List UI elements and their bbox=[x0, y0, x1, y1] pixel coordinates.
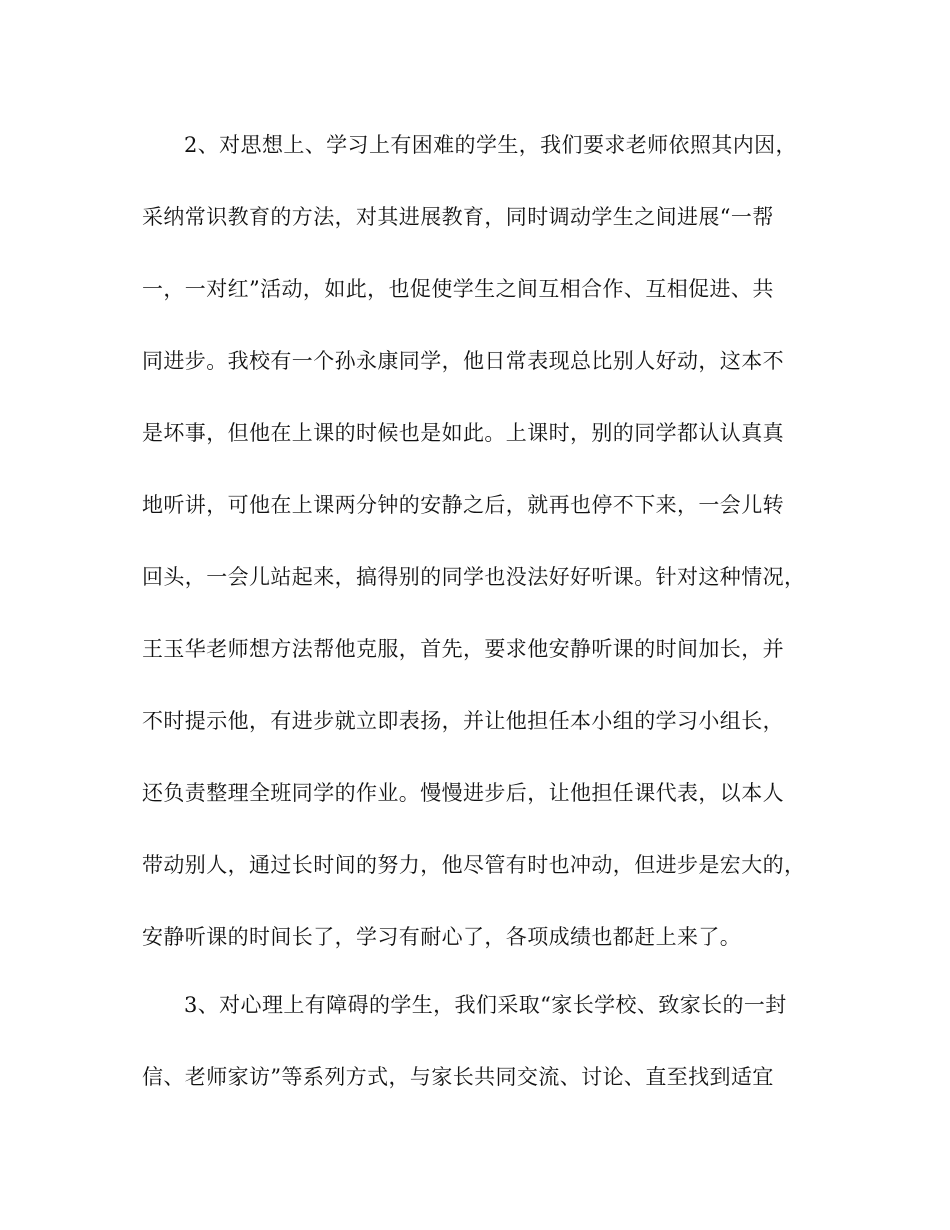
paragraph-2-line-7: 回头，一会儿站起来，搞得别的同学也没法好好听课。针对这种情况， bbox=[142, 565, 806, 589]
paragraph-3-line-1: 3、对心理上有障碍的学生，我们采取“家长学校、致家长的一封 bbox=[184, 993, 787, 1017]
paragraph-2-line-2: 采纳常识教育的方法，对其进展教育，同时调动学生之间进展“一帮 bbox=[142, 205, 774, 229]
paragraph-2-line-9: 不时提示他，有进步就立即表扬，并让他担任本小组的学习小组长， bbox=[142, 709, 784, 733]
paragraph-3-line-2: 信、老师家访”等系列方式，与家长共同交流、讨论、直至找到适宜 bbox=[142, 1065, 774, 1089]
paragraph-2-line-5: 是坏事，但他在上课的时候也是如此。上课时，别的同学都认认真真 bbox=[142, 421, 784, 445]
paragraph-2-line-3: 一，一对红”活动，如此，也促使学生之间互相合作、互相促进、共 bbox=[142, 277, 774, 301]
paragraph-2-line-8: 王玉华老师想方法帮他克服，首先，要求他安静听课的时间加长，并 bbox=[142, 637, 784, 661]
paragraph-2-line-4: 同进步。我校有一个孙永康同学，他日常表现总比别人好动，这本不 bbox=[142, 349, 784, 373]
paragraph-2-line-10: 还负责整理全班同学的作业。慢慢进步后，让他担任课代表，以本人 bbox=[142, 781, 784, 805]
paragraph-2-line-12: 安静听课的时间长了，学习有耐心了，各项成绩也都赶上来了。 bbox=[142, 925, 742, 949]
paragraph-2-line-11: 带动别人，通过长时间的努力，他尽管有时也冲动，但进步是宏大的， bbox=[142, 853, 806, 877]
paragraph-2-line-1: 2、对思想上、学习上有困难的学生，我们要求老师依照其内因， bbox=[184, 133, 797, 157]
paragraph-2-line-6: 地听讲，可他在上课两分钟的安静之后，就再也停不下来，一会儿转 bbox=[142, 493, 784, 517]
